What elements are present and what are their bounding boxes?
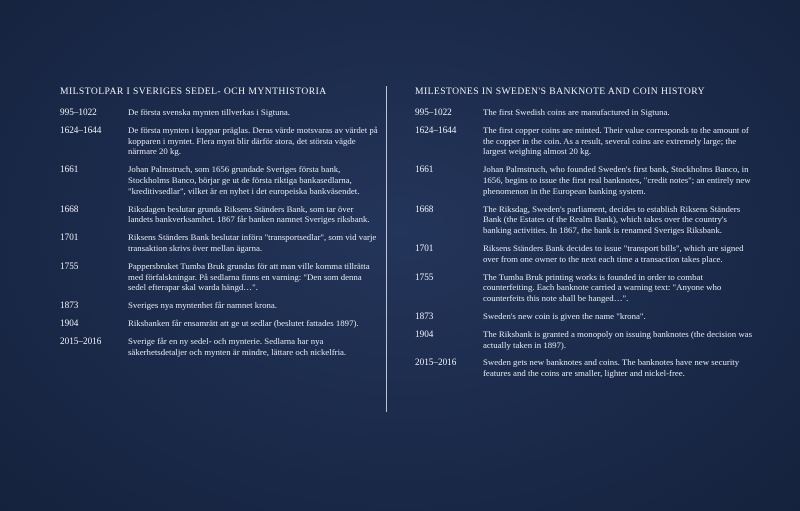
english-heading: MILESTONES IN SWEDEN'S BANKNOTE AND COIN HISTORY	[415, 86, 706, 97]
entry-text: De första mynten i koppar präglas. Deras värde motsvaras av värdet på kopparen i myntet. Flera mynt blir därför stora, det största vägde närmare 20 kg.	[128, 124, 378, 157]
entry-year: 2015–2016	[60, 335, 102, 346]
entry-text: The Riksdag, Sweden's parliament, decides to establish Riksens Ständers Bank (the Estates of the Realm Bank), which takes over the country's banking activities. In 1867, the bank is renamed Sveriges Riksbank.	[483, 203, 741, 236]
entry-text: Riksdagen beslutar grunda Riksens Ständers Bank, som tar över landets bankverksamhet. 1867 får banken namnet Sveriges riksbank.	[128, 203, 370, 225]
entry-text: Sverige får en ny sedel- och mynterie. Sedlarna har nya säkerhetsdetaljer och mynten är mindre, lättare och nickelfria.	[128, 335, 347, 357]
entry-text: The first Swedish coins are manufactured in Sigtuna.	[483, 107, 670, 117]
english-column	[415, 86, 755, 386]
entry-text: Riksens Ständers Bank beslutar införa "transportsedlar", som vid varje transaktion skrivs över mellan ägarna.	[128, 232, 377, 253]
entry-year: 995–1022	[415, 107, 452, 117]
entry-text: Pappersbruket Tumba Bruk grundas för att man ville komma tillrätta med förfalskningar. På sedlarna finns en varning: "Den som denna sedel efterapar skal warda hängd…".	[128, 260, 370, 293]
entry-text: Johan Palmstruch, who founded Sweden's first bank, Stockholms Banco, in 1656, begins to issue the first real banknotes, "credit notes"; an entirely new phenomenon in the European banking system.	[483, 164, 751, 196]
timeline-entry	[415, 164, 755, 196]
timeline-entry	[60, 125, 378, 157]
timeline-entry	[415, 107, 755, 118]
entry-text: Riksbanken får ensamrätt att ge ut sedlar (beslutet fattades 1897).	[128, 317, 359, 328]
entry-year: 2015–2016	[415, 357, 457, 368]
entry-text: Sweden gets new banknotes and coins. The banknotes have new security features and the coins are smaller, lighter and nickel-free.	[483, 357, 740, 379]
entry-year: 1701	[60, 232, 79, 243]
entry-text: Sveriges nya myntenhet får namnet krona.	[128, 300, 278, 311]
timeline-entry	[60, 336, 378, 358]
entry-year: 1873	[60, 300, 79, 311]
swedish-heading: MILSTOLPAR I SVERIGES SEDEL- OCH MYNTHISTORIA	[60, 86, 327, 97]
entry-year: 1701	[415, 242, 434, 253]
timeline-entry	[60, 318, 378, 329]
entry-year: 1624–1644	[415, 124, 457, 135]
timeline-entry	[60, 107, 378, 118]
entry-year: 1873	[415, 310, 434, 321]
timeline-entry	[415, 329, 755, 351]
entry-year: 995–1022	[60, 107, 97, 117]
timeline-entry	[415, 243, 755, 265]
entry-year: 1668	[415, 203, 434, 214]
entry-year: 1661	[60, 164, 79, 175]
timeline-entry	[60, 232, 378, 254]
entry-text: Riksens Ständers Bank decides to issue "transport bills", which are signed over from one owner to the next each time a transaction takes place.	[483, 242, 744, 264]
entry-year: 1624–1644	[60, 124, 102, 135]
timeline-entry	[60, 300, 378, 311]
swedish-column	[60, 86, 378, 364]
timeline-entry	[415, 311, 755, 322]
entry-year: 1661	[415, 164, 434, 175]
entry-text: De första svenska mynten tillverkas i Sigtuna.	[128, 107, 290, 117]
entry-year: 1904	[60, 317, 79, 328]
entry-text: Johan Palmstruch, som 1656 grundade Sveriges första bank, Stockholms Banco, börjar ge ut de första riktiga bankasedlarna, "kreditivsedlar", vilket är en nyhet i det europeiska bankväsendet.	[128, 164, 360, 196]
timeline-entry	[60, 261, 378, 293]
column-divider	[386, 86, 387, 412]
entry-year: 1668	[60, 203, 79, 214]
timeline-entry	[415, 272, 755, 304]
entry-text: Sweden's new coin is given the name "krona".	[483, 310, 646, 321]
entry-year: 1755	[415, 271, 434, 282]
timeline-entry	[60, 204, 378, 226]
timeline-entry	[415, 125, 755, 157]
timeline-entry	[415, 204, 755, 236]
entry-year: 1755	[60, 260, 79, 271]
entry-text: The Riksbank is granted a monopoly on issuing banknotes (the decision was actually taken in 1897).	[483, 328, 752, 350]
entry-text: The Tumba Bruk printing works is founded in order to combat counterfeiting. Each banknote carried a warning text: "Anyone who counterfeits this note shall be hanged…".	[483, 271, 722, 304]
timeline-entry	[415, 357, 755, 379]
entry-text: The first copper coins are minted. Their value corresponds to the amount of the copper in the coin. As a result, several coins are extremely large; the largest weighing almost 20 kg.	[483, 124, 749, 157]
entry-year: 1904	[415, 328, 434, 339]
timeline-entry	[60, 164, 378, 196]
